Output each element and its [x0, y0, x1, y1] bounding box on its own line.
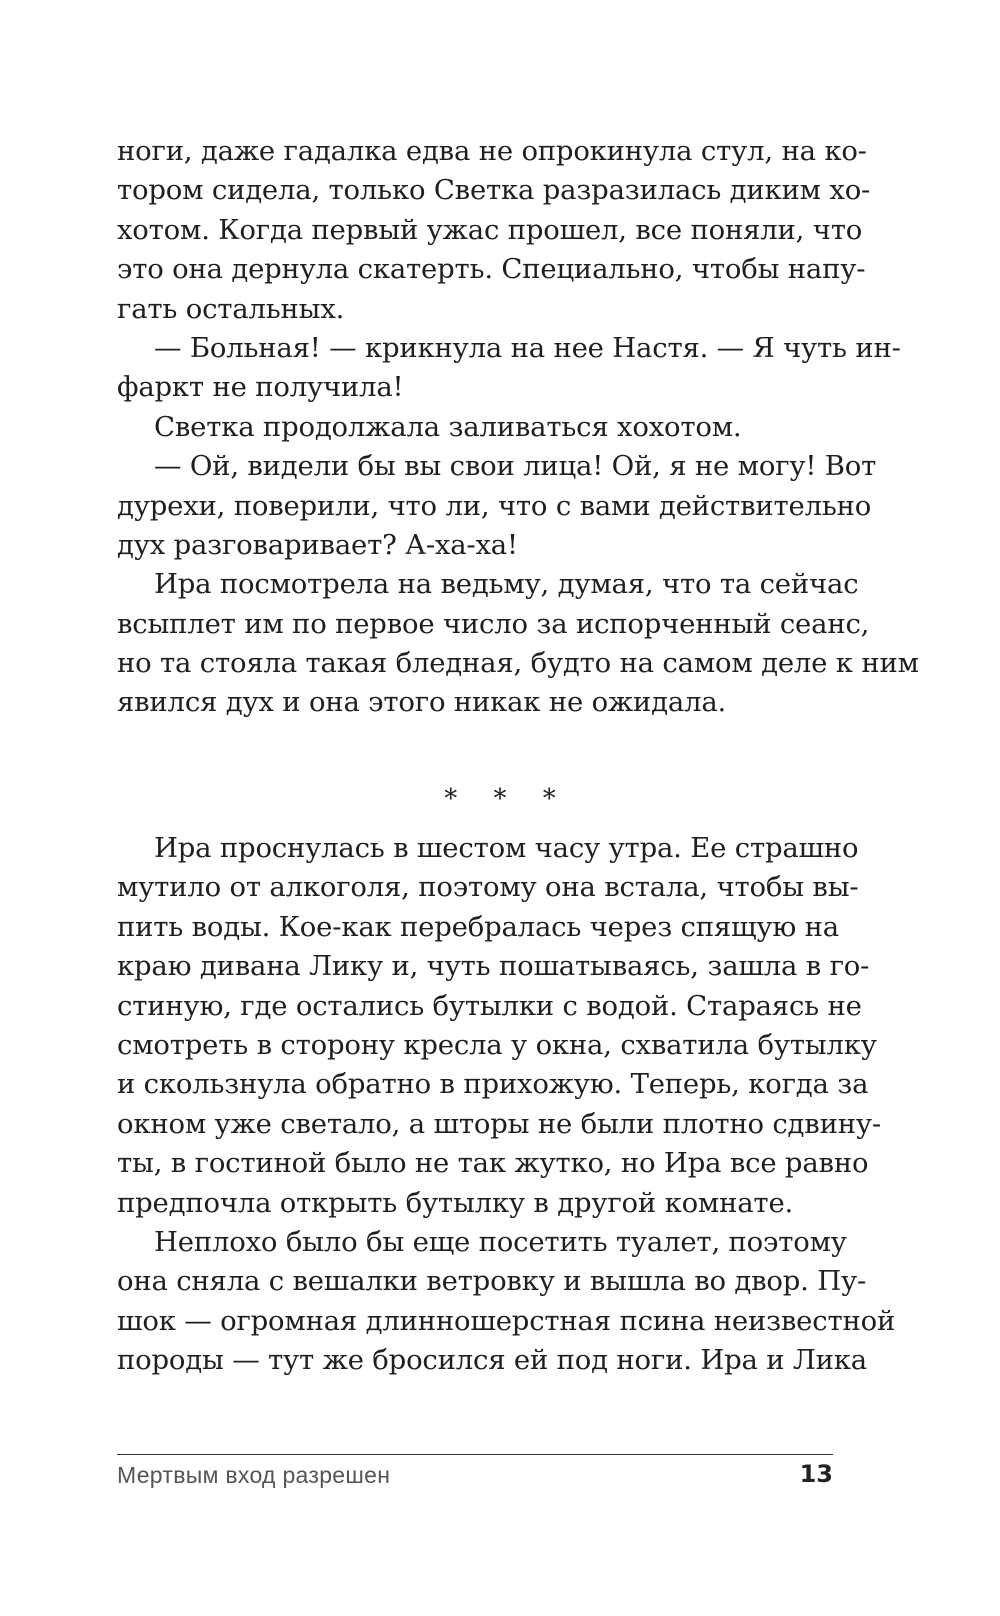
text-line: дурехи, поверили, что ли, что с вами действительно [117, 489, 872, 522]
text-line: окном уже светало, а шторы не были плотно сдвину- [117, 1107, 881, 1140]
text-line: Ира посмотрела на ведьму, думая, что та сейчас [154, 568, 859, 601]
text-line: породы — тут же бросился ей под ноги. Ира и Лика [117, 1344, 867, 1377]
text-line: фаркт не получила! [117, 371, 404, 404]
text-line: хотом. Когда первый ужас прошел, все поняли, что [117, 213, 863, 246]
running-footer-title: Мертвым вход разрешен [117, 1462, 391, 1488]
text-line: гать остальных. [117, 292, 345, 325]
text-line: она сняла с вешалки ветровку и вышла во двор. Пу- [117, 1265, 867, 1298]
text-line: Светка продолжала заливаться хохотом. [154, 410, 742, 443]
text-line: мутило от алкоголя, поэтому она встала, чтобы вы- [117, 871, 859, 904]
text-line: предпочла открыть бутылку в другой комнате. [117, 1186, 794, 1219]
text-line: явился дух и она этого никак не ожидала. [117, 686, 727, 719]
text-line: смотреть в сторону кресла у окна, схватила бутылку [117, 1028, 877, 1061]
text-block-top [117, 132, 919, 723]
section-separator: * * * [444, 784, 570, 814]
text-line: краю дивана Лику и, чуть пошатываясь, зашла в го- [117, 950, 870, 983]
text-line: — Ой, видели бы вы свои лица! Ой, я не могу! Вот [154, 450, 877, 483]
text-line: это она дернула скатерть. Специально, чтобы напу- [117, 253, 866, 286]
text-line: тором сидела, только Светка разразилась диким хо- [117, 174, 871, 207]
page-number: 13 [799, 1460, 833, 1488]
text-line: ноги, даже гадалка едва не опрокинула стул, на ко- [117, 135, 867, 167]
text-line: шок — огромная длинношерстная псина неизвестной [117, 1304, 896, 1337]
text-line: стиную, где остались бутылки с водой. Стараясь не [117, 989, 862, 1022]
text-line: всыплет им по первое число за испорченный сеанс, [117, 607, 870, 640]
text-line: и скользнула обратно в прихожую. Теперь, когда за [117, 1068, 869, 1101]
text-line: — Больная! — крикнула на нее Настя. — Я чуть ин- [154, 331, 901, 364]
text-line: дух разговаривает? А-ха-ха! [117, 528, 518, 561]
text-block-bottom [117, 829, 896, 1380]
text-line: пить воды. Кое-как перебралась через спящую на [117, 910, 839, 943]
text-line: Ира проснулась в шестом часу утра. Ее страшно [154, 832, 859, 864]
text-line: ты, в гостиной было не так жутко, но Ира все равно [117, 1147, 869, 1180]
footer-divider [117, 1454, 833, 1455]
text-line: но та стояла такая бледная, будто на самом деле к ним [117, 647, 919, 680]
text-line: Неплохо было бы еще посетить туалет, поэтому [154, 1225, 847, 1258]
